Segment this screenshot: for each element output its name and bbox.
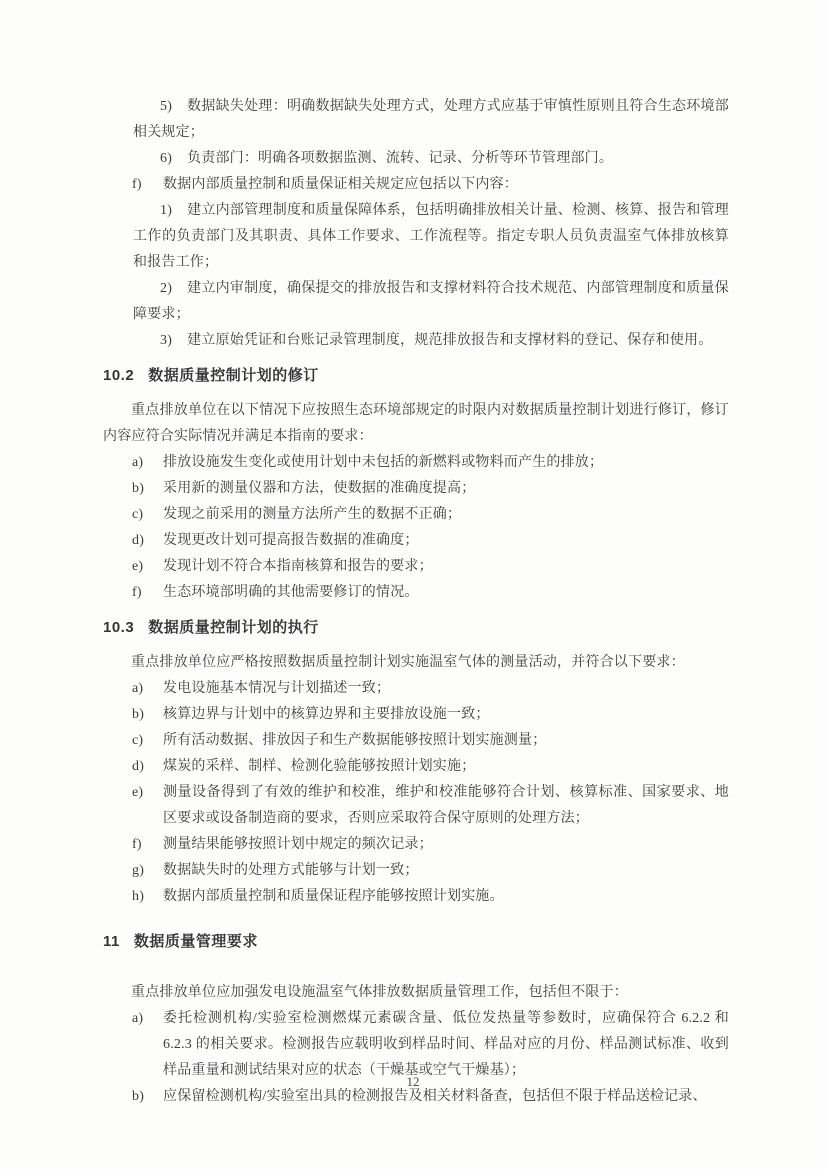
item-text: 数据缺失处理：明确数据缺失处理方式，处理方式应基于审慎性原则且符合生态环境部相关规定；: [133, 99, 729, 140]
lettered-list-item: [132, 754, 729, 780]
section-number: 10.2: [103, 367, 135, 384]
document-content: [103, 94, 729, 1110]
item-text: 建立原始凭证和台账记录管理制度，规范排放报告和支撑材料的登记、保存和使用。: [187, 333, 713, 348]
section-number: 10.3: [103, 619, 135, 636]
section-title: 数据质量控制计划的修订: [148, 367, 319, 384]
item-marker: 5): [160, 99, 173, 114]
section-heading: [103, 929, 729, 955]
numbered-list-item: [133, 328, 729, 354]
item-marker: 2): [160, 281, 173, 296]
section-title: 数据质量控制计划的执行: [148, 619, 319, 636]
item-marker: f): [132, 837, 142, 852]
item-marker: b): [132, 1089, 145, 1104]
item-text: 发现之前采用的测量方法所产生的数据不正确；: [163, 507, 462, 522]
item-marker: 6): [160, 151, 173, 166]
lettered-list-item: [132, 172, 729, 198]
item-marker: a): [132, 455, 144, 470]
item-text: 发现计划不符合本指南核算和报告的要求；: [163, 559, 433, 574]
lettered-list-item: [132, 476, 729, 502]
item-text: 生态环境部明确的其他需要修订的情况。: [163, 585, 419, 600]
lettered-list-item: [132, 528, 729, 554]
item-text: 发现更改计划可提高报告数据的准确度；: [163, 533, 419, 548]
lettered-list-item: [132, 780, 729, 832]
item-marker: a): [132, 1011, 144, 1026]
item-marker: f): [132, 585, 142, 600]
item-text: 建立内审制度，确保提交的排放报告和支撑材料符合技术规范、内部管理制度和质量保障要求；: [133, 281, 729, 322]
lettered-list-item: [132, 676, 729, 702]
body-paragraph: 重点排放单位在以下情况下应按照生态环境部规定的时限内对数据质量控制计划进行修订，修订内容应符合实际情况并满足本指南的要求：: [103, 403, 729, 444]
lettered-list-item: [132, 580, 729, 606]
item-marker: a): [132, 681, 144, 696]
item-marker: d): [132, 759, 145, 774]
lettered-list-item: [132, 832, 729, 858]
item-text: 所有活动数据、排放因子和生产数据能够按照计划实施测量；: [163, 733, 547, 748]
item-marker: b): [132, 707, 145, 722]
section-heading: [103, 615, 729, 641]
item-text: 数据内部质量控制和质量保证程序能够按照计划实施。: [163, 889, 504, 904]
lettered-list-item: [132, 554, 729, 580]
section-heading: [103, 363, 729, 389]
item-text: 煤炭的采样、制样、检测化验能够按照计划实施；: [163, 759, 476, 774]
item-text: 数据缺失时的处理方式能够与计划一致；: [163, 863, 419, 878]
lettered-list-item: [132, 450, 729, 476]
item-text: 测量结果能够按照计划中规定的频次记录；: [163, 837, 433, 852]
item-marker: g): [132, 863, 145, 878]
page-number: 12: [406, 1074, 420, 1089]
item-text: 数据内部质量控制和质量保证相关规定应包括以下内容：: [163, 177, 518, 192]
numbered-list-item: [133, 276, 729, 328]
numbered-list-item: [133, 198, 729, 276]
item-marker: b): [132, 481, 145, 496]
item-text: 采用新的测量仪器和方法，使数据的准确度提高；: [163, 481, 476, 496]
item-marker: e): [132, 785, 144, 800]
item-text: 测量设备得到了有效的维护和校准，维护和校准能够符合计划、核算标准、国家要求、地区要求或设备制造商的要求，否则应采取符合保守原则的处理方法；: [163, 785, 729, 826]
item-marker: h): [132, 889, 145, 904]
item-text: 应保留检测机构/实验室出具的检测报告及相关材料备查，包括但不限于样品送检记录、: [163, 1089, 707, 1104]
lettered-list-item: [132, 502, 729, 528]
section-number: 11: [103, 933, 120, 950]
lettered-list-item: [132, 728, 729, 754]
item-marker: c): [132, 733, 144, 748]
item-text: 发电设施基本情况与计划描述一致；: [163, 681, 391, 696]
section-title: 数据质量管理要求: [133, 933, 258, 950]
item-text: 委托检测机构/实验室检测燃煤元素碳含量、低位发热量等参数时，应确保符合 6.2.2 和 6.2.3 的相关要求。检测报告应载明收到样品时间、样品对应的月份、样品测试标准、收到样品重量和测试结果对应的状态（干燥基或空气干燥基）；: [163, 1011, 729, 1078]
item-text: 负责部门：明确各项数据监测、流转、记录、分析等环节管理部门。: [187, 151, 614, 166]
lettered-list-item: [132, 1006, 729, 1084]
body-paragraph: 重点排放单位应严格按照数据质量控制计划实施温室气体的测量活动，并符合以下要求：: [131, 655, 685, 670]
numbered-list-item: [133, 94, 729, 146]
item-marker: 1): [160, 203, 173, 218]
item-text: 建立内部管理制度和质量保障体系，包括明确排放相关计量、检测、核算、报告和管理工作的负责部门及其职责、具体工作要求、工作流程等。指定专职人员负责温室气体排放核算和报告工作；: [133, 203, 729, 270]
item-text: 排放设施发生变化或使用计划中未包括的新燃料或物料而产生的排放；: [163, 455, 604, 470]
body-paragraph: 重点排放单位应加强发电设施温室气体排放数据质量管理工作，包括但不限于：: [131, 985, 628, 1000]
item-marker: d): [132, 533, 145, 548]
lettered-list-item: [132, 858, 729, 884]
item-marker: c): [132, 507, 144, 522]
lettered-list-item: [132, 702, 729, 728]
lettered-list-item: [132, 884, 729, 910]
item-marker: f): [132, 177, 142, 192]
item-marker: e): [132, 559, 144, 574]
item-marker: 3): [160, 333, 173, 348]
numbered-list-item: [133, 146, 729, 172]
item-text: 核算边界与计划中的核算边界和主要排放设施一致；: [163, 707, 490, 722]
